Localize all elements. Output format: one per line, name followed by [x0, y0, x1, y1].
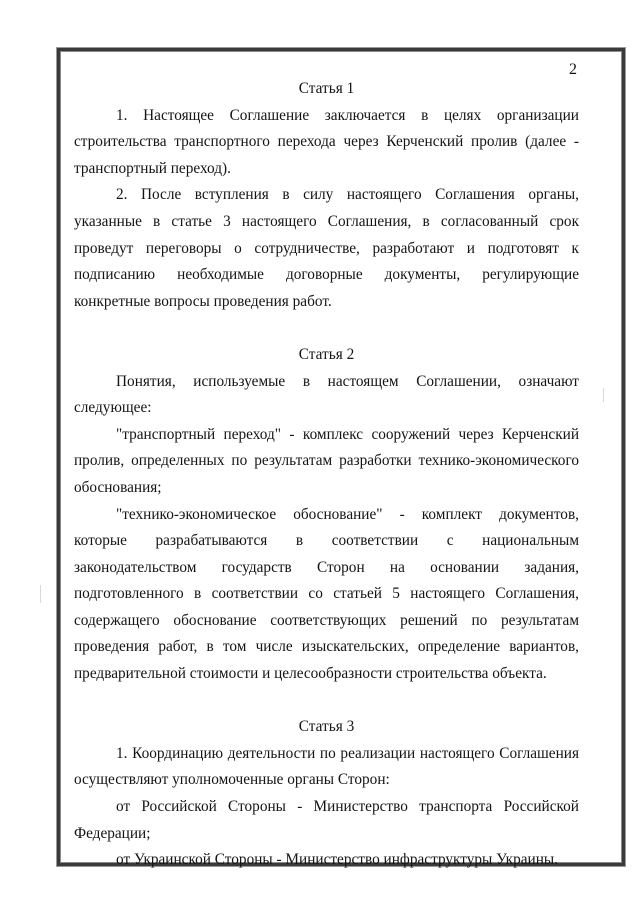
article-1	[74, 76, 579, 315]
article-paragraph: 2. После вступления в силу настоящего Соглашения органы, указанные в статье 3 настоящего Соглашения, в согласованный срок проведут переговоры о сотрудничестве, разработают и подготовят к подписанию необходимые договорные документы, регулирующие конкретные вопросы проведения работ.	[74, 186, 579, 310]
article-paragraph: "транспортный переход" - комплекс сооружений через Керченский пролив, определенных по результатам разработки технико-экономического обоснования;	[74, 425, 579, 496]
section-spacer	[74, 315, 579, 342]
article-paragraph: от Российской Стороны - Министерство транспорта Российской Федерации;	[74, 798, 579, 842]
article-paragraph: от Украинской Стороны - Министерство инфраструктуры Украины.	[116, 851, 558, 869]
article-heading: Статья 1	[298, 80, 355, 97]
article-2	[74, 342, 579, 688]
article-paragraph: 1. Координацию деятельности по реализации настоящего Соглашения осуществляют уполномоченные органы Сторон:	[74, 744, 579, 789]
scan-artifact	[603, 388, 604, 402]
page-number: 2	[569, 61, 577, 78]
document-body	[74, 76, 579, 874]
article-paragraph: 1. Настоящее Соглашение заключается в целях организации строительства транспортного перехода через Керченский пролив (далее - транспортный переход).	[74, 106, 579, 177]
scan-artifact	[40, 585, 41, 603]
article-paragraph: "технико-экономическое обоснование" - комплект документов, которые разрабатываются в соответствии с национальным законодательством государств Сторон на основании задания, подготовленного в соответствии со статьей 5 настоящего Соглашения, содержащего обоснование соответствующих решений по результатам проведения работ, в том числе изыскательских, определение вариантов, предварительной стоимости и целесообразности строительства объекта.	[74, 505, 579, 683]
article-heading: Статья 2	[298, 345, 355, 363]
article-heading: Статья 3	[298, 718, 355, 736]
article-paragraph: Понятия, используемые в настоящем Соглашении, означают следующее:	[74, 372, 579, 417]
section-spacer	[74, 688, 579, 715]
article-3	[74, 714, 579, 874]
